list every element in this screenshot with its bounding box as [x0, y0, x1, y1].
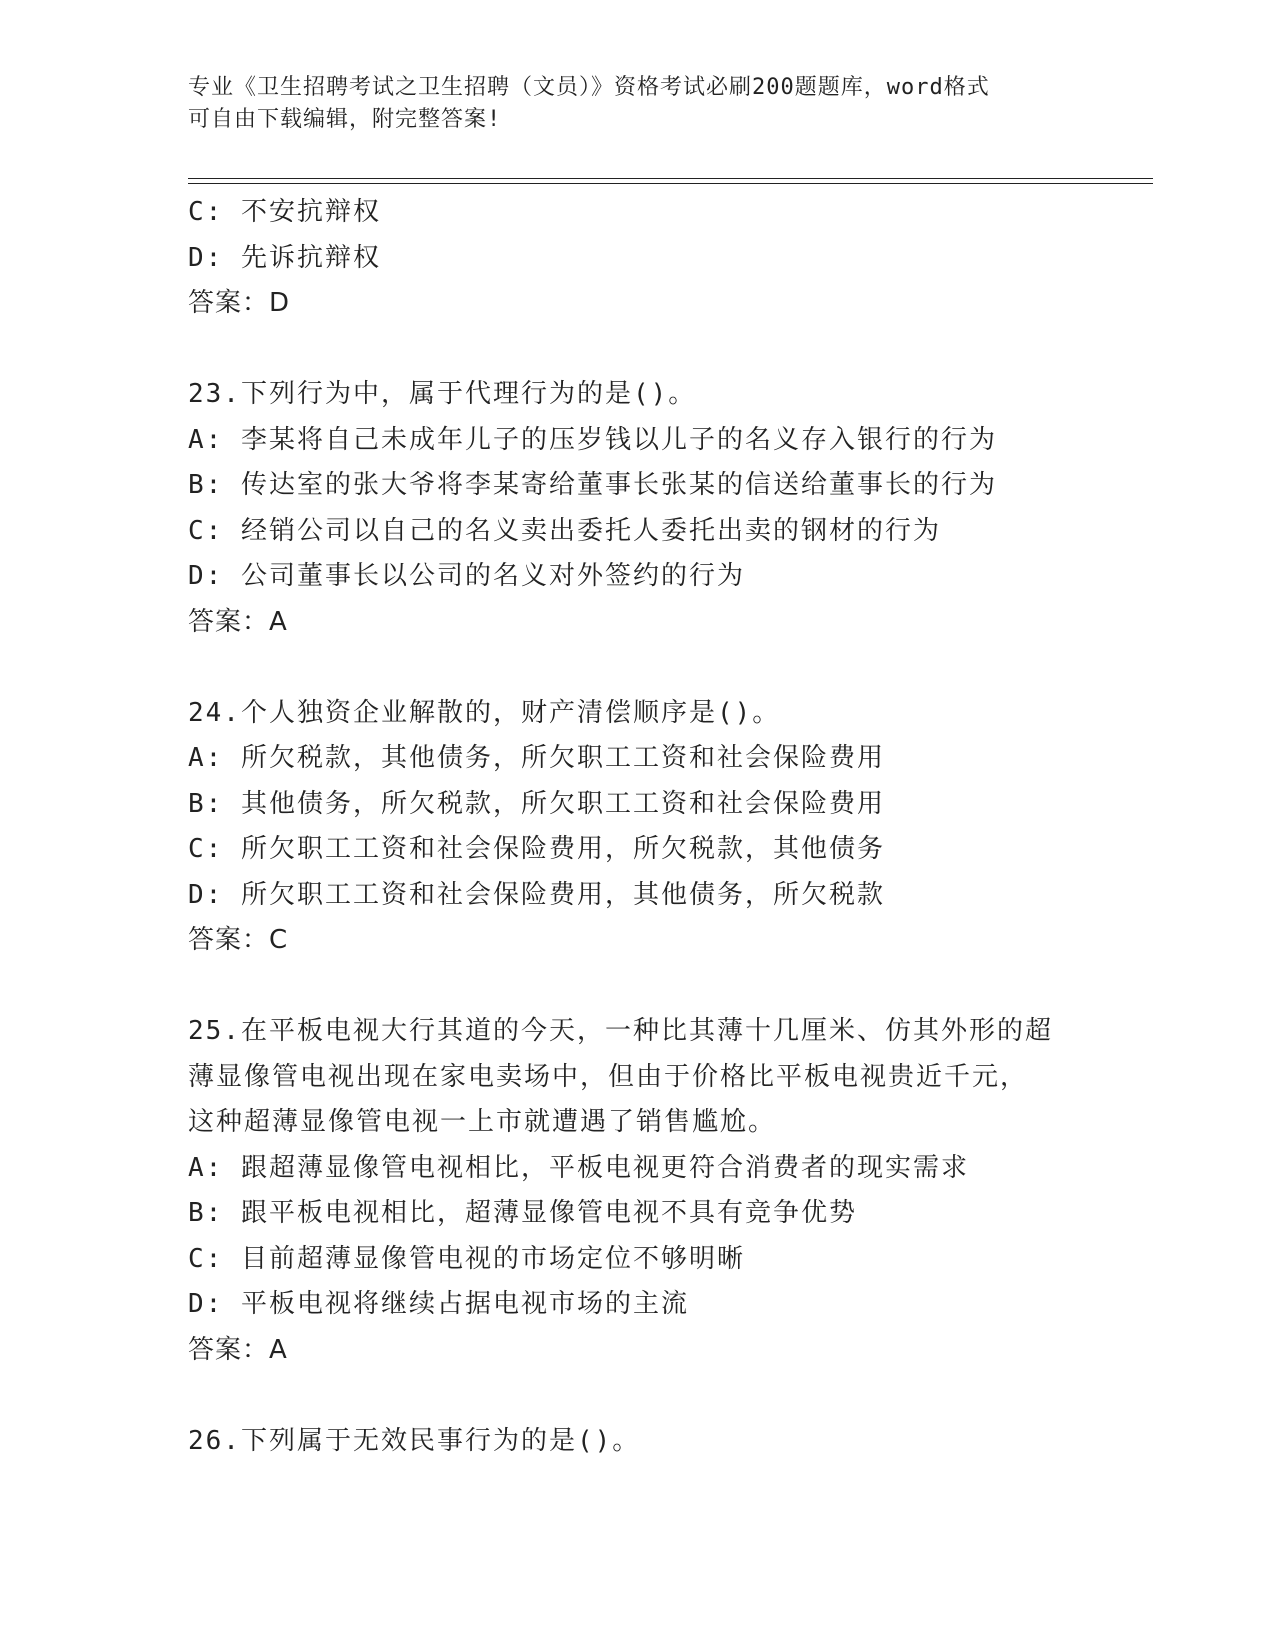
option-d: D: 平板电视将继续占据电视市场的主流 [188, 1289, 689, 1319]
header-divider-top [188, 178, 1153, 179]
question-stem: 23.下列行为中，属于代理行为的是()。 [188, 379, 697, 409]
option-a: A: 李某将自己未成年儿子的压岁钱以儿子的名义存入银行的行为 [188, 424, 997, 455]
option-d: D: 先诉抗辩权 [188, 242, 381, 273]
question-stem: 24.个人独资企业解散的，财产清偿顺序是()。 [188, 697, 781, 728]
continued-question [188, 190, 1148, 327]
option-b: B: 其他债务，所欠税款，所欠职工工资和社会保险费用 [188, 788, 885, 819]
question-spacer [188, 964, 1148, 1010]
option-b: B: 传达室的张大爷将李某寄给董事长张某的信送给董事长的行为 [188, 470, 997, 500]
question-spacer [188, 1373, 1148, 1419]
question-stem-line-2: 薄显像管电视出现在家电卖场中，但由于价格比平板电视贵近千元， [188, 1061, 1029, 1092]
question-25 [188, 1009, 1148, 1373]
question-stem: 26.下列属于无效民事行为的是()。 [188, 1425, 641, 1456]
document-header [188, 72, 1088, 136]
option-a: A: 跟超薄显像管电视相比，平板电视更符合消费者的现实需求 [188, 1152, 969, 1183]
question-spacer [188, 645, 1148, 691]
question-23 [188, 372, 1148, 645]
question-24 [188, 691, 1148, 964]
header-divider-bottom [188, 183, 1153, 184]
answer-line: 答案：D [188, 288, 291, 318]
option-a: A: 所欠税款，其他债务，所欠职工工资和社会保险费用 [188, 743, 885, 773]
answer-line: 答案：C [188, 925, 289, 955]
question-26 [188, 1419, 1148, 1465]
option-c: C: 经销公司以自己的名义卖出委托人委托出卖的钢材的行为 [188, 515, 941, 546]
answer-line: 答案：A [188, 1334, 288, 1365]
option-d: D: 所欠职工工资和社会保险费用，其他债务，所欠税款 [188, 879, 885, 910]
question-list [188, 190, 1148, 1464]
option-b: B: 跟平板电视相比，超薄显像管电视不具有竞争优势 [188, 1198, 857, 1228]
option-c: C: 不安抗辩权 [188, 197, 381, 227]
question-spacer [188, 327, 1148, 373]
option-d: D: 公司董事长以公司的名义对外签约的行为 [188, 561, 745, 591]
option-c: C: 目前超薄显像管电视的市场定位不够明晰 [188, 1243, 745, 1274]
question-stem-line-1: 25.在平板电视大行其道的今天，一种比其薄十几厘米、仿其外形的超 [188, 1016, 1053, 1046]
header-title-line-2: 可自由下载编辑，附完整答案! [188, 107, 502, 132]
option-c: C: 所欠职工工资和社会保险费用，所欠税款，其他债务 [188, 834, 885, 864]
question-stem-line-3: 这种超薄显像管电视一上市就遭遇了销售尴尬。 [188, 1107, 777, 1137]
answer-line: 答案：A [188, 606, 288, 637]
header-title-line-1: 专业《卫生招聘考试之卫生招聘（文员）》资格考试必刷200题题库，word格式 [188, 75, 990, 100]
